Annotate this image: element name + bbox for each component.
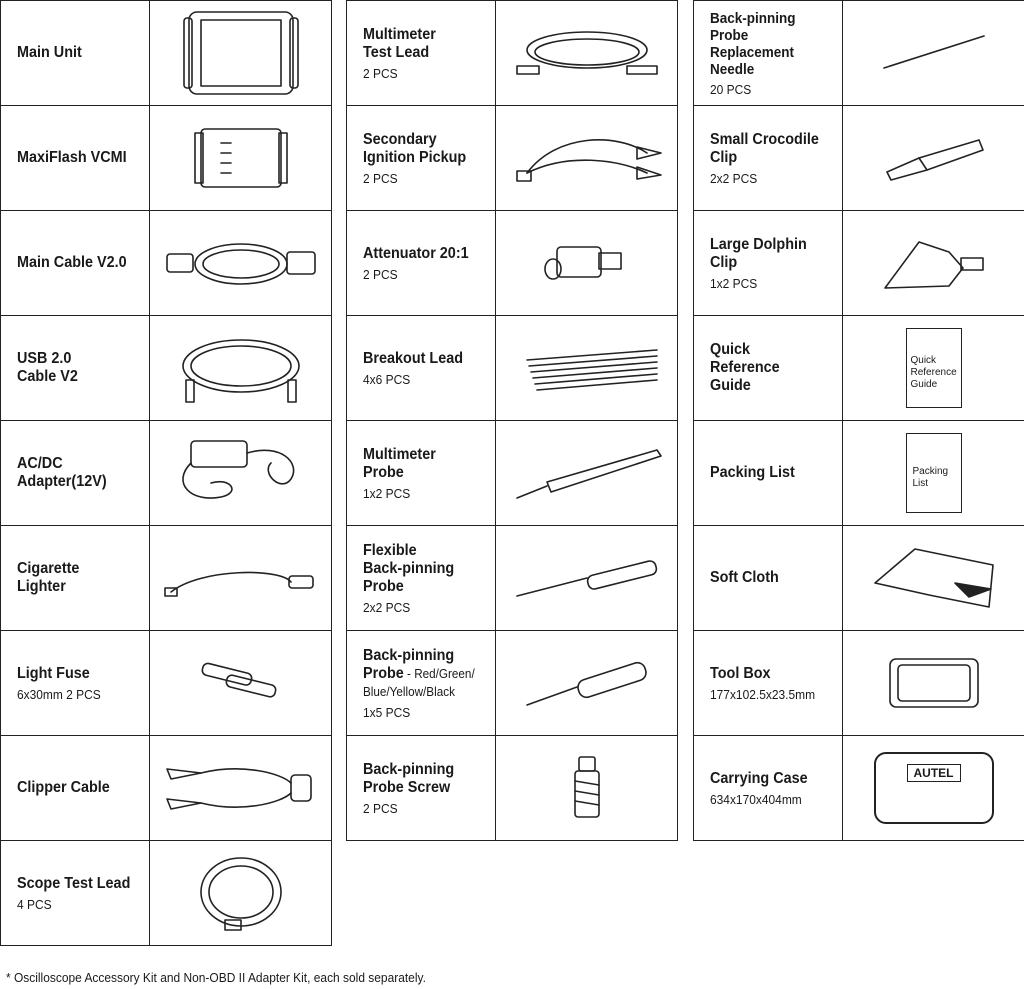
item-name-colors: - Red/Green/ Blue/Yellow/Black	[363, 665, 475, 699]
item-label	[1, 736, 150, 840]
attenuator-icon	[496, 211, 678, 315]
item-row	[1, 421, 332, 526]
item-quantity: 634x170x404mm	[710, 791, 802, 807]
flexible-probe-icon	[496, 526, 678, 630]
item-label	[694, 211, 843, 315]
item-label	[694, 106, 843, 210]
item-row	[1, 526, 332, 631]
item-label	[347, 211, 496, 315]
item-name: Breakout Lead	[363, 349, 464, 367]
reference-guide-doc: Quick Reference Guide	[906, 328, 962, 408]
item-name: Soft Cloth	[710, 569, 779, 586]
item-row	[347, 631, 678, 736]
item-quantity: 4 PCS	[17, 896, 52, 912]
fuse-icon	[150, 631, 332, 735]
scope-lead-icon	[150, 841, 332, 945]
item-name: Secondary Ignition Pickup	[363, 130, 467, 166]
item-label	[1, 631, 150, 735]
multimeter-probe-icon	[496, 421, 678, 525]
item-row	[1, 736, 332, 841]
item-row	[694, 106, 1024, 211]
test-lead-icon	[496, 1, 678, 105]
item-quantity: 1x2 PCS	[710, 275, 758, 291]
item-row	[694, 211, 1024, 316]
clipper-cable-icon	[150, 736, 332, 840]
carrying-case-icon	[843, 736, 1024, 840]
item-row	[1, 316, 332, 421]
item-quantity: 177x102.5x23.5mm	[710, 686, 816, 702]
item-row	[694, 316, 1024, 421]
item-row	[1, 631, 332, 736]
item-row	[694, 1, 1024, 106]
item-name: Light Fuse	[17, 664, 90, 682]
item-row	[694, 526, 1024, 631]
obd-cable-icon	[150, 211, 332, 315]
item-name: MaxiFlash VCMI	[17, 149, 127, 166]
item-row	[694, 631, 1024, 736]
item-label	[1, 841, 150, 945]
item-quantity: 2x2 PCS	[710, 170, 758, 186]
item-name: Back-pinning Probe Screw	[363, 760, 455, 796]
column-2	[346, 0, 678, 841]
item-label	[347, 736, 496, 840]
cloth-icon	[843, 526, 1024, 630]
item-row	[347, 316, 678, 421]
item-quantity: 1x5 PCS	[363, 704, 411, 720]
item-name: Quick Reference Guide	[710, 341, 780, 394]
item-label	[1, 421, 150, 525]
item-label	[347, 1, 496, 105]
item-name: Cigarette Lighter	[17, 560, 80, 595]
item-name: Multimeter Test Lead	[363, 25, 436, 61]
item-label	[694, 1, 843, 105]
item-quantity: 20 PCS	[710, 81, 752, 97]
cigarette-lighter-cable-icon	[150, 526, 332, 630]
item-label	[347, 316, 496, 420]
item-quantity: 4x6 PCS	[363, 371, 411, 387]
footnote: * Oscilloscope Accessory Kit and Non-OBD II Adapter Kit, each sold separately.	[6, 970, 426, 985]
item-name: Carrying Case	[710, 769, 808, 787]
item-label	[1, 316, 150, 420]
item-label	[1, 211, 150, 315]
item-name: Back-pinning Probe Replacement Needle	[710, 9, 796, 78]
item-name	[363, 647, 476, 701]
item-name: Main Cable V2.0	[17, 254, 127, 271]
column-1	[0, 0, 332, 946]
item-label	[1, 106, 150, 210]
item-quantity: 2 PCS	[363, 800, 398, 816]
item-label	[347, 421, 496, 525]
vci-device-icon	[150, 106, 332, 210]
item-row	[694, 736, 1024, 841]
item-quantity: 2 PCS	[363, 266, 398, 282]
item-label	[694, 631, 843, 735]
item-name: AC/DC Adapter(12V)	[17, 455, 107, 490]
item-row	[347, 1, 678, 106]
case-body	[874, 752, 994, 824]
item-row	[347, 211, 678, 316]
item-name-main: Back-pinning Probe	[363, 646, 455, 682]
breakout-lead-icon	[496, 316, 678, 420]
item-name: Attenuator 20:1	[363, 244, 469, 262]
item-row	[1, 841, 332, 946]
item-quantity: 1x2 PCS	[363, 485, 411, 501]
document-icon	[843, 421, 1024, 525]
autel-logo: AUTEL	[907, 764, 961, 782]
item-row	[347, 106, 678, 211]
needle-icon	[843, 1, 1024, 105]
item-name: Packing List	[710, 464, 795, 481]
item-name: Flexible Back-pinning Probe	[363, 541, 455, 595]
item-name: Tool Box	[710, 664, 771, 682]
item-row	[1, 211, 332, 316]
toolbox-icon	[843, 631, 1024, 735]
item-label	[1, 526, 150, 630]
dolphin-clip-icon	[843, 211, 1024, 315]
item-quantity: 2 PCS	[363, 65, 398, 81]
item-name: Multimeter Probe	[363, 445, 436, 481]
crocodile-clip-icon	[843, 106, 1024, 210]
item-quantity: 2x2 PCS	[363, 599, 411, 615]
column-3	[693, 0, 1024, 841]
item-label	[694, 421, 843, 525]
item-name: Scope Test Lead	[17, 874, 131, 892]
item-name: Small Crocodile Clip	[710, 130, 819, 166]
item-label	[694, 736, 843, 840]
document-icon	[843, 316, 1024, 420]
probe-screw-icon	[496, 736, 678, 840]
item-quantity: 6x30mm 2 PCS	[17, 686, 101, 702]
item-name: Large Dolphin Clip	[710, 235, 807, 271]
item-quantity: 2 PCS	[363, 170, 398, 186]
item-row	[1, 106, 332, 211]
tablet-icon	[150, 1, 332, 105]
ignition-pickup-icon	[496, 106, 678, 210]
item-label	[694, 316, 843, 420]
item-label	[694, 526, 843, 630]
item-row	[347, 421, 678, 526]
item-row	[694, 421, 1024, 526]
item-label	[347, 526, 496, 630]
item-row	[347, 736, 678, 841]
item-name: Main Unit	[17, 44, 82, 61]
power-adapter-icon	[150, 421, 332, 525]
backpin-probe-icon	[496, 631, 678, 735]
item-name: Clipper Cable	[17, 779, 110, 796]
item-label	[347, 106, 496, 210]
item-row	[1, 1, 332, 106]
item-label	[1, 1, 150, 105]
packing-list-doc: Packing List	[906, 433, 962, 513]
usb-cable-icon	[150, 316, 332, 420]
item-name: USB 2.0 Cable V2	[17, 350, 78, 385]
item-row	[347, 526, 678, 631]
item-label	[347, 631, 496, 735]
